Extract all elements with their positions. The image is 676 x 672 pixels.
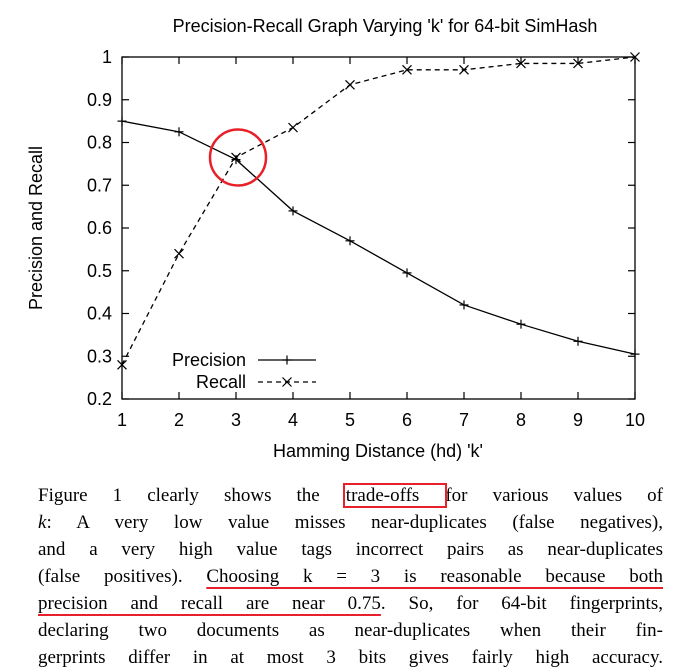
x-tick-label: 7: [458, 410, 470, 430]
caption-line: [38, 509, 663, 536]
caption-line: [38, 482, 663, 509]
caption-uline-text: Choosing k = 3 is reasonable because both: [206, 566, 664, 587]
y-tick-label: 1: [101, 47, 112, 67]
x-tick-label: 5: [344, 410, 356, 430]
caption-line: [38, 617, 663, 644]
series-recall: [118, 53, 640, 370]
y-tick-label: 0.6: [86, 218, 112, 238]
caption-text: : A very low value misses near-duplicates (false negatives),: [46, 512, 663, 533]
series-precision: [118, 117, 640, 359]
caption-text: declaring two documents as near-duplicates when their fin-: [38, 620, 663, 641]
caption-uline-text: precision and recall are near 0.75: [38, 593, 381, 614]
y-tick-label: 0.2: [86, 389, 112, 409]
x-tick-label: 4: [287, 410, 299, 430]
caption-text: . So, for 64-bit fingerprints,: [380, 593, 663, 614]
series-line-precision: [122, 121, 635, 354]
series-line-recall: [122, 57, 635, 365]
legend-label-precision: Precision: [171, 350, 246, 370]
chart-title: Precision-Recall Graph Varying 'k' for 64-bit SimHash: [172, 16, 598, 36]
y-tick-label: 0.3: [86, 346, 112, 367]
caption-ital-text: k: [38, 512, 47, 533]
y-tick-label: 0.7: [86, 175, 112, 196]
caption-text: and a very high value tags incorrect pairs as near-duplicates: [38, 539, 663, 560]
x-tick-label: 1: [116, 410, 128, 430]
axis-ticks: [87, 47, 645, 430]
y-tick-label: 0.9: [86, 89, 112, 110]
x-tick-label: 3: [230, 410, 242, 430]
x-axis-label: Hamming Distance (hd) 'k': [273, 441, 483, 461]
caption-boxed-text: trade-offs: [345, 485, 445, 506]
caption-text: Figure 1 clearly shows the: [38, 485, 345, 506]
legend: [172, 350, 316, 392]
y-axis-label: Precision and Recall: [26, 145, 46, 311]
x-tick-label: 10: [624, 410, 646, 430]
plot-frame: [122, 57, 635, 399]
caption-line: [38, 536, 663, 563]
x-tick-label: 2: [173, 410, 185, 430]
caption-line: [38, 563, 663, 590]
y-tick-label: 0.5: [86, 260, 112, 281]
caption-line: [38, 590, 663, 617]
x-tick-label: 9: [572, 410, 584, 430]
x-tick-label: 6: [401, 410, 413, 430]
caption-paragraph: [38, 482, 663, 671]
caption-text: gerprints differ in at most 3 bits gives fairly high accuracy.: [38, 647, 663, 668]
caption-text: (false positives).: [38, 566, 207, 587]
y-tick-label: 0.4: [86, 303, 112, 324]
annotation-circle: [210, 129, 266, 185]
legend-label-recall: Recall: [195, 372, 246, 392]
caption-text: for various values of: [445, 485, 663, 506]
x-tick-label: 8: [515, 410, 527, 430]
y-tick-label: 0.8: [86, 132, 112, 153]
series-layer: [118, 53, 640, 370]
caption-line: [38, 644, 663, 671]
